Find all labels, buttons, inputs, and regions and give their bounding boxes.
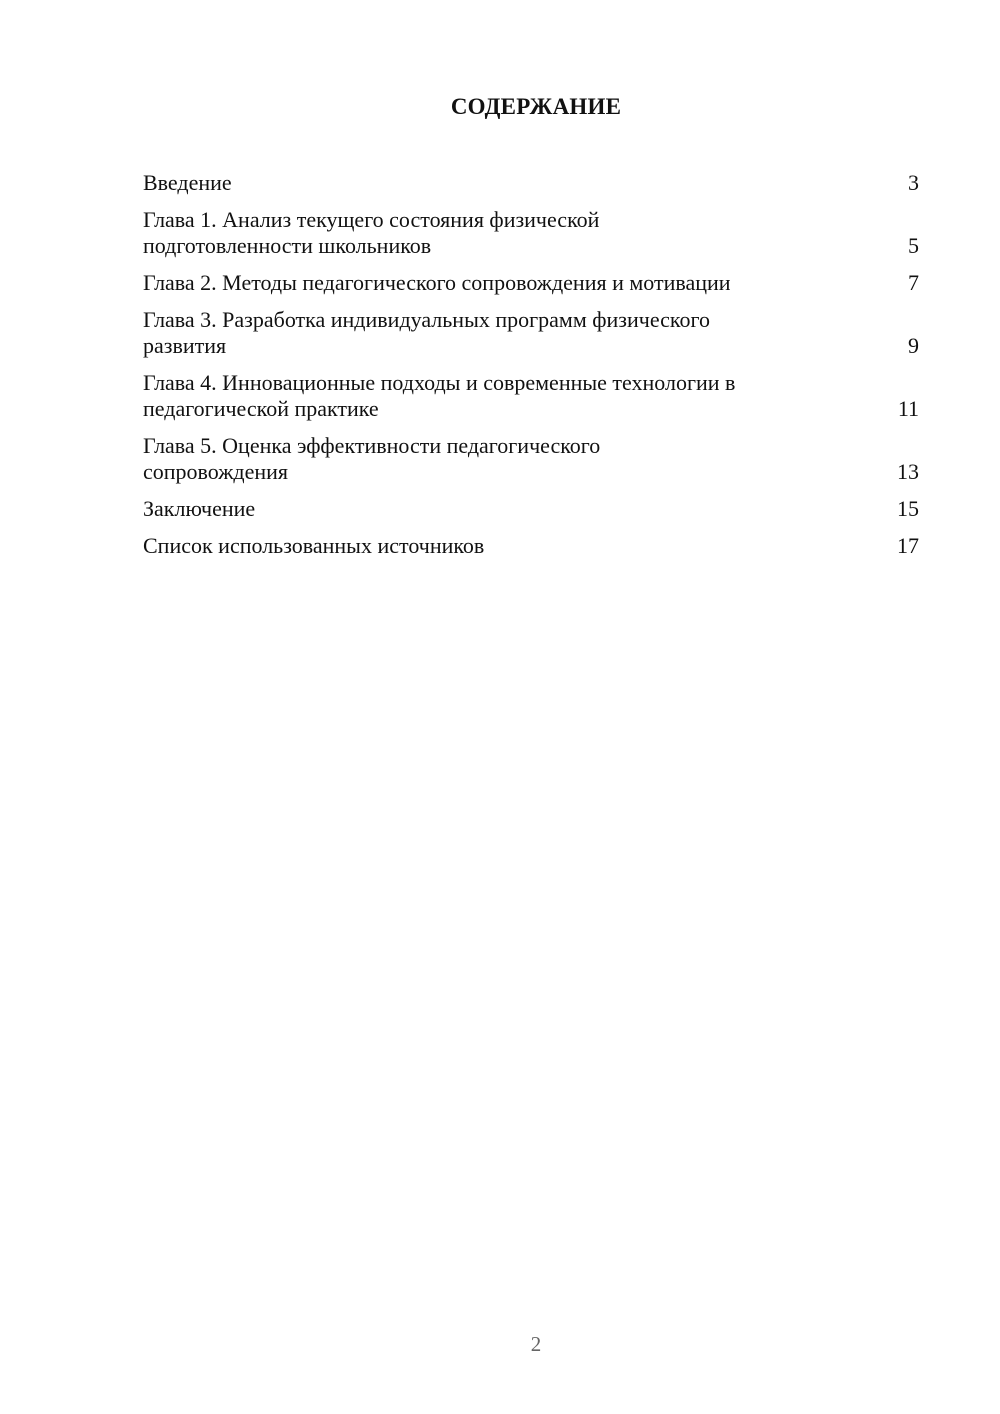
- toc-entry-page: 5: [908, 233, 919, 258]
- toc-entry-title: [143, 207, 833, 259]
- toc-entry[interactable]: [143, 433, 919, 485]
- toc-entry[interactable]: [143, 370, 919, 422]
- toc-entry[interactable]: [143, 533, 919, 559]
- page-number: 2: [530, 1332, 542, 1356]
- toc-entry-title: [143, 270, 833, 296]
- toc-entry-page: 3: [908, 170, 919, 195]
- toc-entry-title: [143, 170, 833, 196]
- toc-entry[interactable]: [143, 270, 919, 296]
- table-of-contents: [143, 170, 919, 570]
- toc-entry[interactable]: [143, 307, 919, 359]
- toc-entry-title: [143, 496, 833, 522]
- toc-entry-page: 15: [897, 496, 919, 521]
- toc-entry-line: развития: [143, 333, 227, 358]
- toc-entry-line: педагогической практике: [143, 396, 379, 421]
- toc-entry-page: 13: [897, 459, 919, 484]
- toc-entry[interactable]: [143, 170, 919, 196]
- toc-entry-line: Глава 4. Инновационные подходы и современные технологии в: [143, 370, 736, 395]
- toc-entry-line: Глава 1. Анализ текущего состояния физической: [143, 207, 600, 232]
- toc-entry-line: Глава 2. Методы педагогического сопровождения и мотивации: [143, 270, 731, 295]
- toc-entry-title: [143, 433, 833, 485]
- toc-entry-title: [143, 307, 833, 359]
- toc-title: СОДЕРЖАНИЕ: [450, 94, 622, 119]
- toc-entry-page: 17: [897, 533, 919, 558]
- toc-entry-line: сопровождения: [143, 459, 289, 484]
- toc-entry-title: [143, 370, 833, 422]
- toc-entry-line: Заключение: [143, 496, 256, 521]
- toc-entry-page: 11: [897, 396, 919, 421]
- toc-entry-page: 7: [908, 270, 919, 295]
- toc-entry-line: Список использованных источников: [143, 533, 485, 558]
- toc-entry-line: Глава 3. Разработка индивидуальных программ физического: [143, 307, 710, 332]
- toc-entry-line: подготовленности школьников: [143, 233, 432, 258]
- toc-entry[interactable]: [143, 496, 919, 522]
- toc-entry-line: Глава 5. Оценка эффективности педагогического: [143, 433, 601, 458]
- toc-entry-title: [143, 533, 833, 559]
- toc-entry-line: Введение: [143, 170, 232, 195]
- toc-entry[interactable]: [143, 207, 919, 259]
- toc-entry-page: 9: [908, 333, 919, 358]
